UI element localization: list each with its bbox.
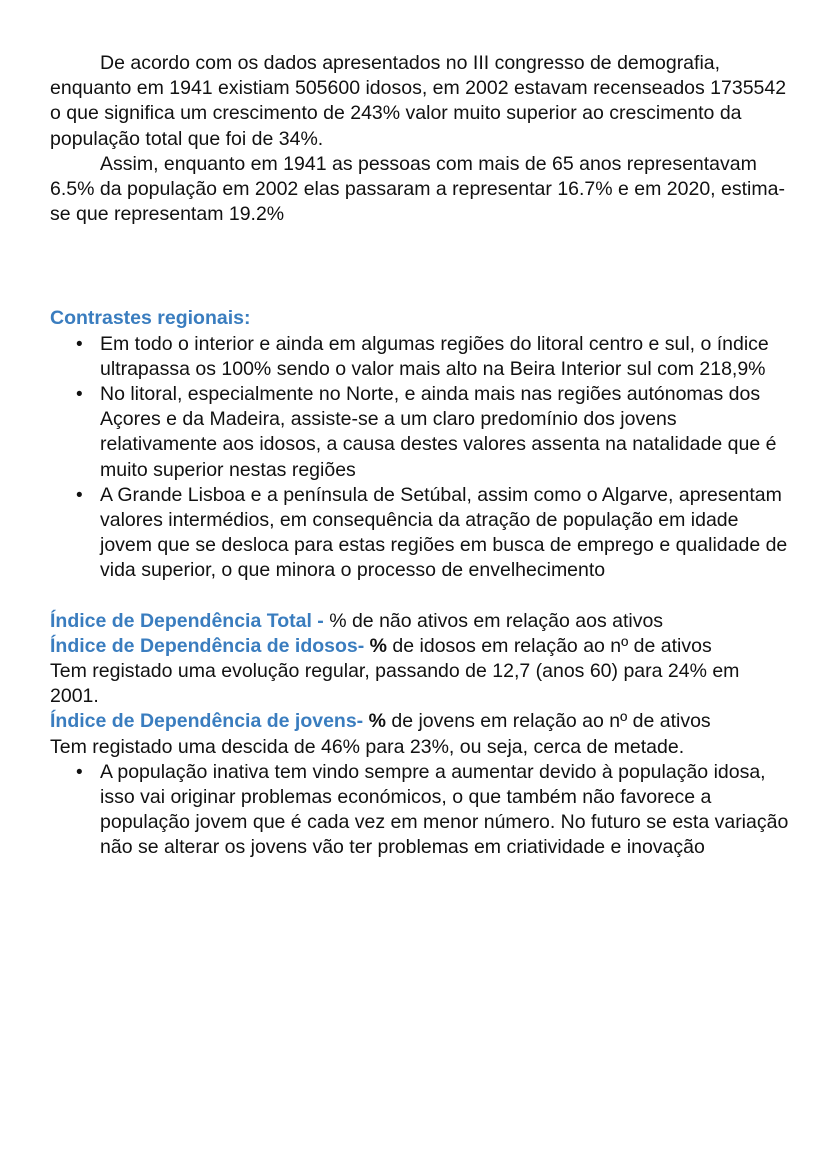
bullet-icon: •	[76, 333, 83, 355]
dependencia-total-term: Índice de Dependência Total -	[50, 609, 330, 632]
bullet-icon: •	[76, 761, 83, 783]
intro-paragraph-1: De acordo com os dados apresentados no III congresso de demografia, enquanto em 1941 existiam 505600 idosos, em 2002 estavam recenseados 1735542 o que significa um crescimento de 243% valor muito superior ao crescimento da população total que foi de 34%.	[50, 52, 787, 150]
dependencia-jovens-definition: de jovens em relação ao nº de ativos	[385, 710, 711, 733]
list-item	[76, 760, 790, 861]
list-item-text: A população inativa tem vindo sempre a aumentar devido à população idosa, isso vai originar problemas económicos, o que também não favorece a população jovem que é cada vez em menor número. No futuro se esta variação não se alterar os jovens vão ter problemas em criatividade e inovação	[100, 760, 789, 859]
contrastes-heading: Contrastes regionais:	[50, 307, 251, 330]
contrastes-list	[50, 332, 790, 584]
list-item-text: No litoral, especialmente no Norte, e ainda mais nas regiões autónomas dos Açores e da Madeira, assiste-se a um claro predomínio dos jovens relativamente aos idosos, a causa destes valores assenta na natalidade que é muito superior nestas regiões	[100, 383, 777, 481]
list-item	[76, 332, 790, 382]
list-item-text: A Grande Lisboa e a península de Setúbal, assim como o Algarve, apresentam valores intermédios, em consequência da atração de população em idade jovem que se desloca para estas regiões em busca de emprego e qualidade de vida superior, o que minora o processo de envelhecimento	[100, 483, 788, 582]
bullet-icon: •	[76, 384, 83, 406]
dependencia-idosos-term: Índice de Dependência de idosos-	[50, 634, 370, 657]
dependencia-idosos-line	[50, 634, 790, 659]
dependencia-list	[50, 760, 790, 861]
dependencia-jovens-line	[50, 709, 790, 734]
bullet-icon: •	[76, 484, 83, 506]
intro-paragraph-2: Assim, enquanto em 1941 as pessoas com mais de 65 anos representavam 6.5% da população em 2002 elas passaram a representar 16.7% e em 2020, estima-se que representam 19.2%	[50, 152, 785, 226]
list-item	[76, 483, 790, 584]
dependencia-idosos-definition: de idosos em relação ao nº de ativos	[387, 634, 712, 657]
dependencia-idosos-percent: %	[369, 634, 387, 657]
list-item-text: Em todo o interior e ainda em algumas regiões do litoral centro e sul, o índice ultrapassa os 100% sendo o valor mais alto na Beira Interior sul com 218,9%	[100, 332, 769, 380]
dependencia-jovens-note: Tem registado uma descida de 46% para 23%, ou seja, cerca de metade.	[50, 735, 685, 758]
dependencia-total-line	[50, 609, 790, 634]
dependencia-total-definition: % de não ativos em relação aos ativos	[329, 609, 664, 632]
dependencia-jovens-percent: %	[368, 710, 386, 733]
list-item	[76, 382, 790, 483]
document-page	[50, 51, 790, 861]
dependencia-idosos-note: Tem registado uma evolução regular, passando de 12,7 (anos 60) para 24% em 2001.	[50, 660, 740, 708]
dependencia-jovens-term: Índice de Dependência de jovens-	[50, 710, 369, 733]
